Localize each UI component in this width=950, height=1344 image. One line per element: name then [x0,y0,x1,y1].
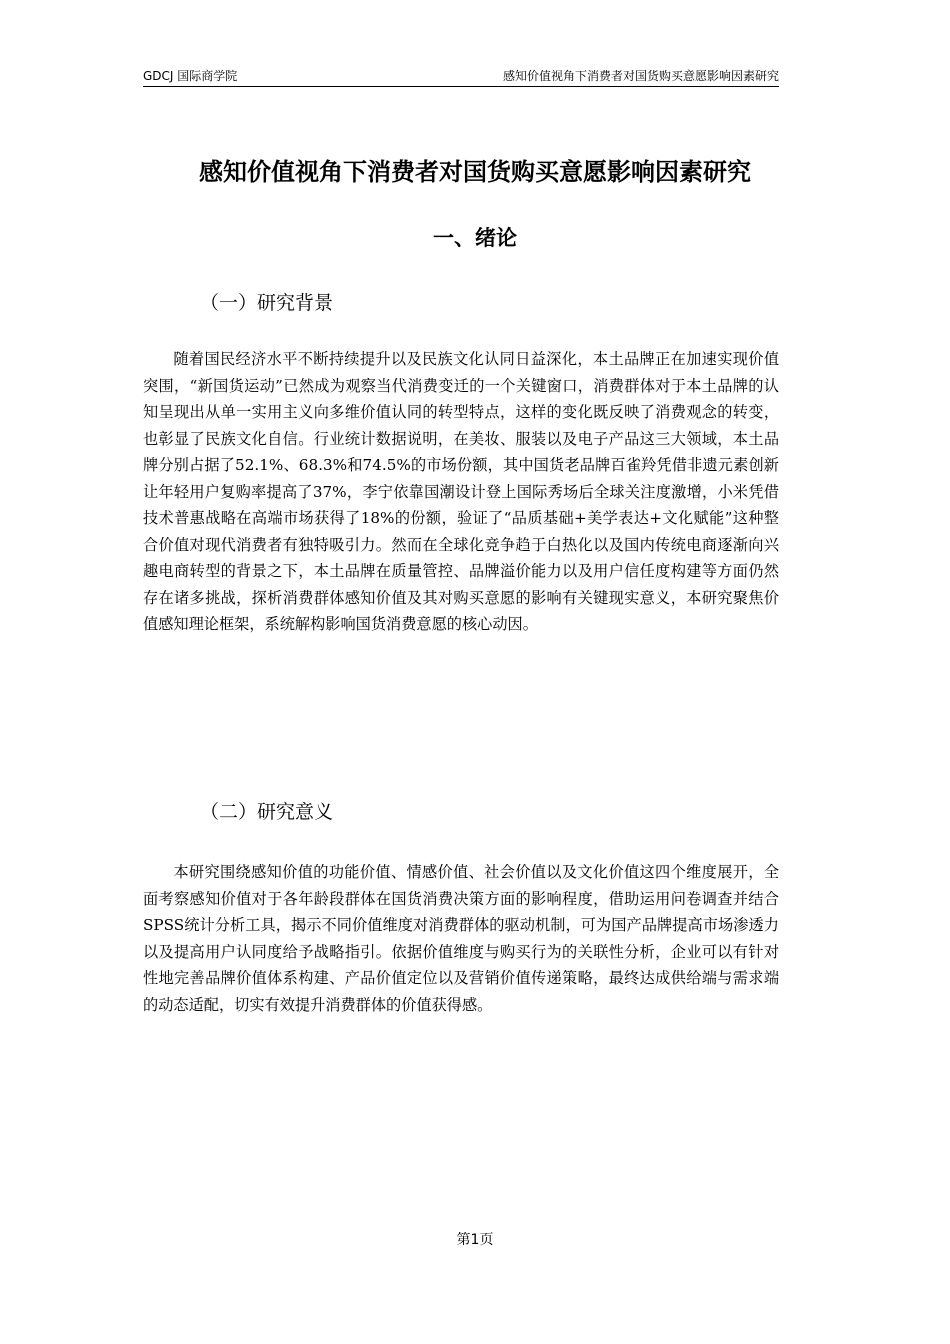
section-heading-background: （一）研究背景 [200,292,334,314]
page-number: 第1页 [456,1232,494,1248]
section-paragraph-background: 随着国民经济水平不断持续提升以及民族文化认同日益深化，本土品牌正在加速实现价值突围，“新国货运动”已然成为观察当代消费变迁的一个关键窗口，消费群体对于本土品牌的认知呈现出从单一实用主义向多维价值认同的转型特点，这样的变化既反映了消费观念的转变，也彰显了民族文化自信。行业统计数据说明，在美妆、服装以及电子产品这三大领域，本土品牌分别占据了52.1%、68.3%和74.5%的市场份额，其中国货老品牌百雀羚凭借非遗元素创新让年轻用户复购率提高了37%，李宁依靠国潮设计登上国际秀场后全球关注度激增，小米凭借技术普惠战略在高端市场获得了18%的份额，验证了“品质基础+美学表达+文化赋能”这种整合价值对现代消费者有独特吸引力。然而在全球化竞争趋于白热化以及国内传统电商逐渐向兴趣电商转型的背景之下，本土品牌在质量管控、品牌溢价能力以及用户信任度构建等方面仍然存在诸多挑战，探析消费群体感知价值及其对购买意愿的影响有关键现实意义，本研究聚焦价值感知理论框架，系统解构影响国货消费意愿的核心动因。 [143,350,779,633]
section-paragraph-significance: 本研究围绕感知价值的功能价值、情感价值、社会价值以及文化价值这四个维度展开，全面考察感知价值对于各年龄段群体在国货消费决策方面的影响程度，借助运用问卷调查并结合SPSS统计分析工具，揭示不同价值维度对消费群体的驱动机制，可为国产品牌提高市场渗透力以及提高用户认同度给予战略指引。依据价值维度与购买行为的关联性分析，企业可以有针对性地完善品牌价值体系构建、产品价值定位以及营销价值传递策略，最终达成供给端与需求端的动态适配，切实有效提升消费群体的价值获得感。 [143,863,779,1014]
paper-title: 感知价值视角下消费者对国货购买意愿影响因素研究 [199,158,751,186]
header-running-title: 感知价值视角下消费者对国货购买意愿影响因素研究 [502,69,779,83]
chapter-heading: 一、绪论 [433,226,517,250]
header-institution: GDCJ 国际商学院 [143,69,238,83]
running-header [143,66,779,87]
section-heading-significance: （二）研究意义 [200,801,334,823]
